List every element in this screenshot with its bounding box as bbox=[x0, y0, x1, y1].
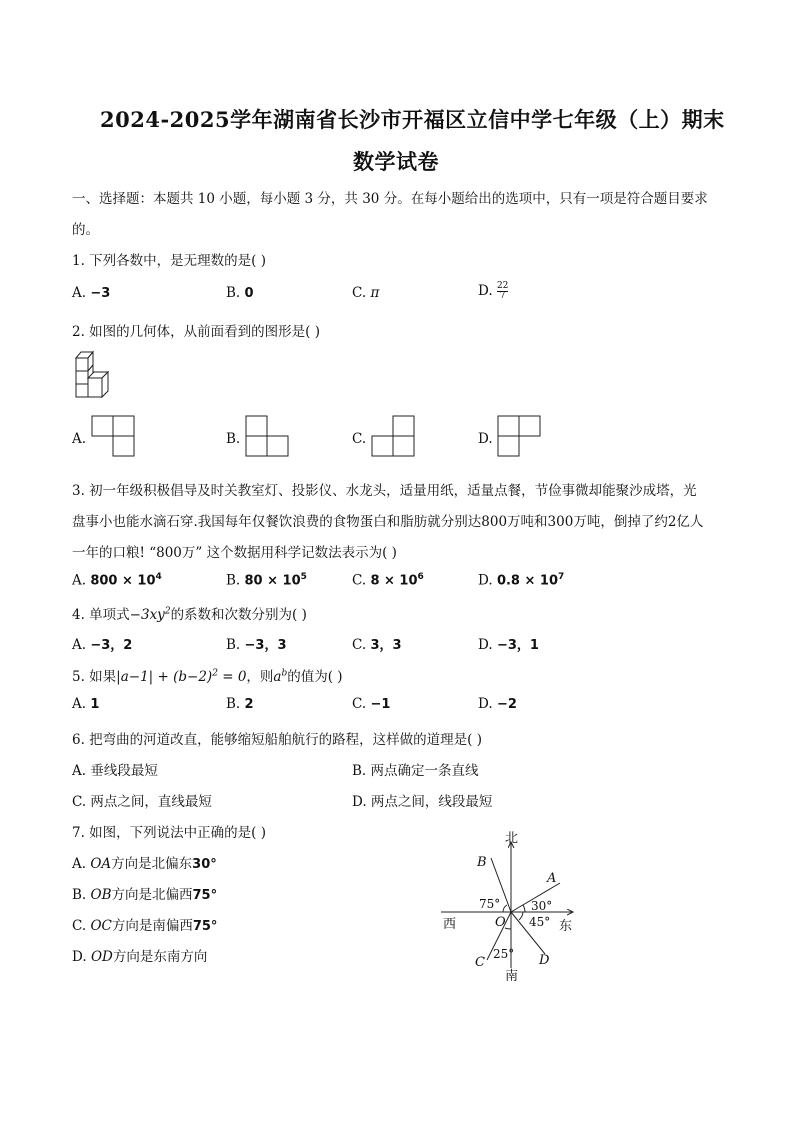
angle-30-label: 30° bbox=[531, 899, 553, 913]
q3-a-base: 800 × 10 bbox=[90, 573, 156, 589]
q7-c-text: 方向是南偏西 bbox=[111, 918, 193, 934]
q7-option-c[interactable] bbox=[72, 914, 217, 934]
q7-option-d[interactable] bbox=[72, 945, 207, 965]
q5-option-b[interactable] bbox=[226, 696, 254, 712]
q5-exponent: 2 bbox=[212, 668, 218, 679]
q7-a-text: 方向是北偏东 bbox=[111, 856, 193, 872]
q3-d-exponent: 7 bbox=[558, 572, 565, 582]
q5-option-c[interactable] bbox=[352, 696, 390, 712]
q3-d-label: D. bbox=[478, 572, 493, 589]
q4-d-value: −3，1 bbox=[496, 638, 539, 653]
q1-c-label: C. bbox=[352, 285, 367, 301]
q2-stem: 2. 如图的几何体，从前面看到的图形是( ) bbox=[72, 324, 320, 340]
q4-option-c[interactable] bbox=[352, 634, 402, 653]
arc-30 bbox=[523, 905, 525, 912]
q3-c-exponent: 6 bbox=[417, 572, 424, 582]
q7-stem: 7. 如图，下列说法中正确的是( ) bbox=[72, 825, 266, 841]
cube-front-face bbox=[76, 358, 88, 371]
q4-monomial: −3xy bbox=[129, 607, 165, 623]
q5-d-value: −2 bbox=[496, 697, 517, 712]
q7-d-text: 方向是东南方向 bbox=[112, 949, 208, 965]
q5-exponent-b: b bbox=[281, 668, 288, 679]
q3-a-label: A. bbox=[72, 572, 87, 589]
q1-c-value: π bbox=[370, 285, 380, 301]
q4-d-label: D. bbox=[478, 637, 493, 653]
angle-75-label: 75° bbox=[479, 897, 501, 911]
q1-a-value: −3 bbox=[90, 286, 111, 301]
q5-a-value: 1 bbox=[90, 697, 100, 712]
angle-45-label: 45° bbox=[529, 915, 551, 929]
q7-b-ray: OB bbox=[90, 887, 112, 903]
q3-d-base: 0.8 × 10 bbox=[496, 573, 559, 589]
q7-option-a[interactable] bbox=[72, 852, 217, 872]
q7-b-degree: 75° bbox=[192, 888, 218, 903]
q1-option-b[interactable] bbox=[226, 285, 254, 301]
q3-b-label: B. bbox=[226, 572, 241, 589]
label-d: D bbox=[539, 953, 550, 968]
q7-c-label: C. bbox=[72, 918, 87, 934]
q6-option-c[interactable]: C. 两点之间，直线最短 bbox=[72, 794, 212, 810]
q5-stem-post: 的值为( ) bbox=[287, 669, 343, 685]
q2-solid-figure bbox=[72, 348, 127, 404]
q7-a-label: A. bbox=[72, 856, 87, 872]
q4-option-a[interactable] bbox=[72, 634, 132, 653]
arc-45 bbox=[519, 912, 523, 920]
q5-equation-rhs: = 0 bbox=[217, 669, 247, 685]
q4-b-label: B. bbox=[226, 637, 241, 653]
q3-stem-line2: 盘事小也能水滴石穿.我国每年仅餐饮浪费的食物蛋白和脂肪就分别达800万吨和300万吨，倒掉了约2亿人 bbox=[72, 514, 704, 530]
angle-25-label: 25° bbox=[493, 947, 515, 961]
q3-option-c[interactable] bbox=[352, 572, 424, 589]
q7-b-text: 方向是北偏西 bbox=[111, 887, 193, 903]
q3-stem-line3: 一年的口粮! “800万” 这个数据用科学记数法表示为( ) bbox=[72, 545, 397, 561]
q4-stem bbox=[72, 603, 307, 623]
q1-d-numerator: 22 bbox=[496, 281, 509, 291]
q4-stem-post: 的系数和次数分别为( ) bbox=[170, 607, 307, 623]
q5-d-label: D. bbox=[478, 696, 493, 712]
section-header-line1: 一、选择题：本题共 10 小题，每小题 3 分，共 30 分。在每小题给出的选项中，只有一项是符合题目要求 bbox=[72, 191, 708, 207]
q3-c-label: C. bbox=[352, 572, 367, 589]
q1-d-fraction bbox=[497, 282, 508, 301]
q5-stem-mid: ，则 bbox=[246, 669, 274, 685]
q2-option-d-figure[interactable] bbox=[497, 415, 541, 457]
q2-a-label[interactable]: A. bbox=[72, 431, 87, 447]
q3-option-d[interactable] bbox=[478, 572, 564, 589]
q7-c-ray: OC bbox=[90, 918, 112, 934]
q2-option-c-figure[interactable] bbox=[371, 415, 415, 457]
q5-c-value: −1 bbox=[370, 697, 391, 712]
q6-option-b[interactable]: B. 两点确定一条直线 bbox=[352, 763, 479, 779]
q5-b-value: 2 bbox=[244, 697, 254, 712]
label-o: O bbox=[495, 915, 506, 930]
q3-stem-line1: 3. 初一年级积极倡导及时关教室灯、投影仪、水龙头，适量用纸，适量点餐，节俭事微却能聚沙成塔，光 bbox=[72, 483, 697, 499]
q7-c-degree: 75° bbox=[192, 919, 218, 934]
q2-option-b-figure[interactable] bbox=[245, 415, 289, 457]
q5-b-label: B. bbox=[226, 696, 241, 712]
q4-b-value: −3，3 bbox=[244, 638, 287, 653]
q3-option-a[interactable] bbox=[72, 572, 162, 589]
q4-c-value: 3，3 bbox=[370, 638, 402, 653]
q1-a-label: A. bbox=[72, 285, 87, 301]
q6-option-a[interactable]: A. 垂线段最短 bbox=[72, 763, 158, 779]
page-title: 2024-2025学年湖南省长沙市开福区立信中学七年级（上）期末 bbox=[100, 107, 725, 132]
label-south: 南 bbox=[505, 969, 519, 984]
q1-stem: 1. 下列各数中，是无理数的是( ) bbox=[72, 253, 266, 269]
q7-b-label: B. bbox=[72, 887, 87, 903]
q3-option-b[interactable] bbox=[226, 572, 307, 589]
q4-option-b[interactable] bbox=[226, 634, 287, 653]
label-a: A bbox=[547, 871, 557, 886]
q1-d-denominator: 7 bbox=[499, 291, 506, 301]
q2-d-label[interactable]: D. bbox=[478, 431, 493, 447]
q7-option-b[interactable] bbox=[72, 883, 217, 903]
q1-d-label: D. bbox=[478, 283, 493, 299]
q4-exponent: 2 bbox=[164, 606, 171, 617]
q3-b-base: 80 × 10 bbox=[244, 573, 301, 589]
q7-compass-figure bbox=[435, 830, 585, 990]
q3-a-exponent: 4 bbox=[155, 572, 162, 582]
label-north: 北 bbox=[505, 831, 519, 846]
label-b: B bbox=[477, 855, 487, 870]
q4-a-label: A. bbox=[72, 637, 87, 653]
label-c: C bbox=[475, 955, 485, 970]
q1-option-a[interactable] bbox=[72, 285, 110, 301]
q7-d-label: D. bbox=[72, 949, 87, 965]
q4-option-d[interactable] bbox=[478, 634, 539, 653]
q5-option-d[interactable] bbox=[478, 696, 517, 712]
q2-b-label[interactable]: B. bbox=[226, 431, 241, 447]
q1-b-label: B. bbox=[226, 285, 241, 301]
label-west: 西 bbox=[443, 917, 457, 932]
q1-b-value: 0 bbox=[244, 286, 254, 301]
q6-option-d[interactable]: D. 两点之间，线段最短 bbox=[352, 794, 493, 810]
q1-option-c[interactable] bbox=[352, 285, 379, 301]
q5-stem-pre: 5. 如果 bbox=[72, 669, 117, 685]
q5-c-label: C. bbox=[352, 696, 367, 712]
arc-25 bbox=[505, 928, 511, 929]
q6-stem: 6. 把弯曲的河道改直，能够缩短船舶航行的路程，这样做的道理是( ) bbox=[72, 732, 482, 748]
q3-c-base: 8 × 10 bbox=[370, 573, 418, 589]
q7-d-ray: OD bbox=[90, 949, 113, 965]
q5-equation: |a−1| + (b−2) bbox=[116, 669, 213, 685]
q3-b-exponent: 5 bbox=[300, 572, 307, 582]
q2-option-a-figure[interactable] bbox=[91, 415, 135, 457]
q7-a-degree: 30° bbox=[192, 857, 217, 872]
q5-a-label: A. bbox=[72, 696, 87, 712]
q1-option-d[interactable] bbox=[478, 282, 508, 301]
q4-a-value: −3，2 bbox=[90, 638, 133, 653]
section-header-line2: 的。 bbox=[72, 222, 99, 238]
q5-option-a[interactable] bbox=[72, 696, 99, 712]
q4-c-label: C. bbox=[352, 637, 367, 653]
q2-c-label[interactable]: C. bbox=[352, 431, 367, 447]
page-subtitle: 数学试卷 bbox=[353, 149, 439, 174]
arc-75 bbox=[503, 905, 507, 912]
q5-stem bbox=[72, 665, 343, 685]
q7-a-ray: OA bbox=[90, 856, 112, 872]
q4-stem-pre: 4. 单项式 bbox=[72, 607, 130, 623]
label-east: 东 bbox=[559, 919, 573, 934]
q5-base-a: a bbox=[273, 669, 282, 685]
